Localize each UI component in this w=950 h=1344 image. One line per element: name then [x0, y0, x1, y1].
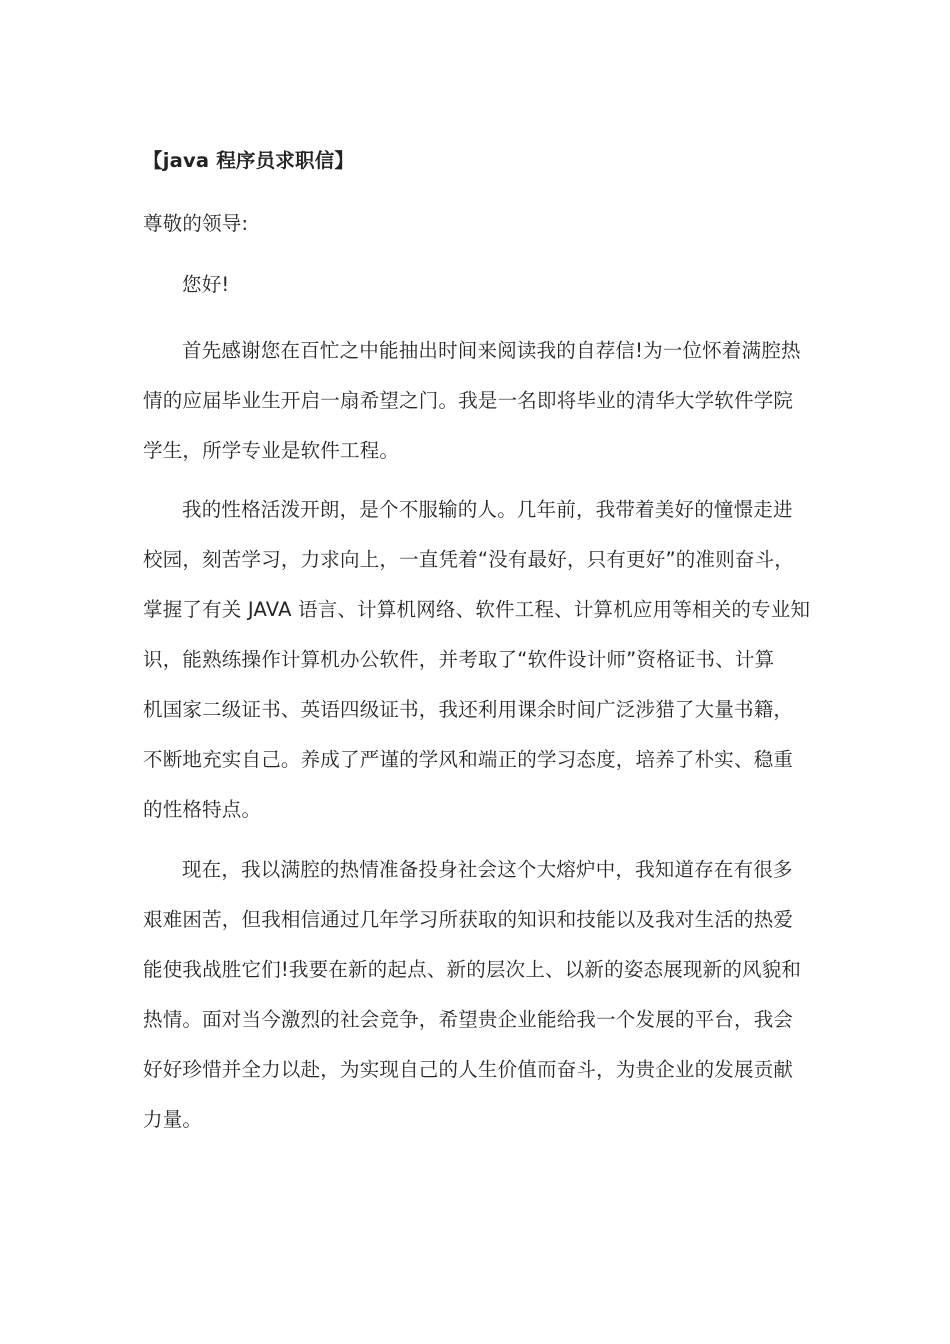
paragraph-line: 热情。面对当今激烈的社会竞争，希望贵企业能给我一个发展的平台，我会: [143, 1008, 794, 1031]
paragraph-personality: [143, 485, 811, 835]
paragraph-line: 学生，所学专业是软件工程。: [143, 439, 400, 462]
paragraph-line: 现在，我以满腔的热情准备投身社会这个大熔炉中，我知道存在有很多: [182, 858, 793, 881]
paragraph-line: 能使我战胜它们!我要在新的起点、新的层次上、以新的姿态展现新的风貌和: [143, 958, 802, 981]
letter-salutation: 尊敬的领导:: [143, 212, 249, 235]
paragraph-line: 我的性格活泼开朗，是个不服输的人。几年前，我带着美好的憧憬走进: [182, 498, 793, 521]
paragraph-line: 校园，刻苦学习，力求向上，一直凭着“没有最好，只有更好”的准则奋斗，: [143, 548, 795, 571]
paragraph-line: 识，能熟练操作计算机办公软件，并考取了“软件设计师”资格证书、计算: [143, 648, 775, 671]
letter-greeting: 您好!: [182, 273, 230, 296]
paragraph-line: 力量。: [143, 1108, 203, 1131]
paragraph-line: 掌握了有关 JAVA 语言、计算机网络、软件工程、计算机应用等相关的专业知: [143, 598, 811, 621]
paragraph-line: 的性格特点。: [143, 798, 262, 821]
paragraph-line: 情的应届毕业生开启一扇希望之门。我是一名即将毕业的清华大学软件学院: [143, 389, 794, 412]
paragraph-line: 不断地充实自己。养成了严谨的学风和端正的学习态度，培养了朴实、稳重: [143, 748, 794, 771]
paragraph-line: 艰难困苦，但我相信通过几年学习所获取的知识和技能以及我对生活的热爱: [143, 908, 794, 931]
paragraph-line: 好好珍惜并全力以赴，为实现自己的人生价值而奋斗，为贵企业的发展贡献: [143, 1058, 794, 1081]
paragraph-line: 首先感谢您在百忙之中能抽出时间来阅读我的自荐信!为一位怀着满腔热: [182, 339, 801, 362]
letter-title: 【java 程序员求职信】: [143, 149, 355, 172]
paragraph-intro: [143, 326, 803, 476]
paragraph-aspiration: [143, 845, 803, 1145]
paragraph-line: 机国家二级证书、英语四级证书，我还利用课余时间广泛涉猎了大量书籍，: [143, 698, 794, 721]
